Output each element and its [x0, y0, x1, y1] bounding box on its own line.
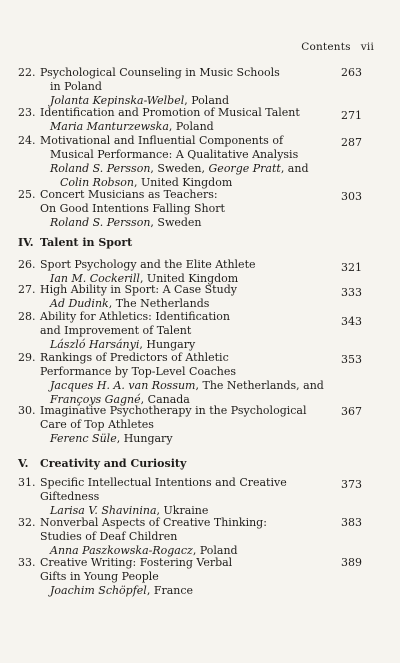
- entry-title-line: Care of Top Athletes: [40, 418, 154, 431]
- entry-number: 32.: [18, 516, 36, 529]
- entry-page-number: 389: [341, 556, 362, 569]
- section-roman: V.: [18, 457, 29, 470]
- entry-author: [40, 297, 318, 311]
- entry-number: 23.: [18, 106, 36, 119]
- entry-title-line: Giftedness: [40, 490, 100, 503]
- author-country: , The Netherlands: [108, 297, 210, 310]
- author-country: , France: [146, 584, 194, 597]
- entry-title-line: Imaginative Psychotherapy in the Psychological: [40, 404, 307, 417]
- running-head-label: Contents: [301, 41, 351, 53]
- author-name: Larisa V. Shavinina: [50, 504, 157, 517]
- entry-title-line: Performance by Top-Level Coaches: [40, 365, 237, 378]
- author-country: , The Netherlands, and: [195, 379, 324, 392]
- author-country: , Ukraine: [156, 504, 209, 517]
- entry-author: [40, 432, 318, 446]
- entry-title-line: Ability for Athletics: Identification: [40, 310, 230, 323]
- entry-number: 33.: [18, 556, 36, 569]
- entry-number: 31.: [18, 476, 36, 489]
- entry-page-number: 367: [341, 405, 362, 418]
- author-country: , United Kingdom: [133, 176, 233, 189]
- entry-page-number: 383: [341, 516, 362, 529]
- entry-number: 30.: [18, 404, 36, 417]
- entry-title-line: Concert Musicians as Teachers:: [40, 188, 218, 201]
- author-country: , Sweden,: [150, 162, 209, 175]
- entry-author: [40, 120, 318, 134]
- author-name: László Harsányi: [50, 338, 140, 351]
- author-name: Ferenc Süle: [50, 432, 117, 445]
- entry-title-line: Creative Writing: Fostering Verbal: [40, 556, 233, 569]
- author-country: , Hungary: [139, 338, 196, 351]
- entry-author: [40, 379, 324, 393]
- entry-title-line: Gifts in Young People: [40, 570, 159, 583]
- entry-page-number: 343: [341, 315, 362, 328]
- entry-page-number: 373: [341, 478, 362, 491]
- author-country: , Poland: [168, 120, 214, 133]
- author-country: , Hungary: [116, 432, 173, 445]
- entry-title-line: Nonverbal Aspects of Creative Thinking:: [40, 516, 267, 529]
- entry-page-number: 321: [341, 261, 362, 274]
- entry-number: 27.: [18, 283, 36, 296]
- entry-author: [40, 162, 318, 176]
- entry-page-number: 263: [341, 66, 362, 79]
- author-country: , and: [280, 162, 309, 175]
- folio: vii: [360, 41, 374, 53]
- entry-page-number: 353: [341, 353, 362, 366]
- entry-title-line: Musical Performance: A Qualitative Analysis: [50, 148, 299, 161]
- running-head: [301, 41, 374, 53]
- entry-title-line: in Poland: [50, 80, 102, 93]
- entry-page-number: 303: [341, 190, 362, 203]
- author-country: , Poland: [184, 94, 230, 107]
- entry-number: 25.: [18, 188, 36, 201]
- entry-number: 24.: [18, 134, 36, 147]
- section-title: Creativity and Curiosity: [40, 457, 187, 470]
- entry-title-line: Identification and Promotion of Musical Talent: [40, 106, 300, 119]
- author-name: Colin Robson: [60, 176, 134, 189]
- entry-page-number: 271: [341, 109, 362, 122]
- entry-title-line: Rankings of Predictors of Athletic: [40, 351, 229, 364]
- author-name: George Pratt: [208, 162, 281, 175]
- author-name: Maria Manturzewska: [50, 120, 169, 133]
- entry-title-line: Specific Intellectual Intentions and Creative: [40, 476, 287, 489]
- author-country: , Sweden: [150, 216, 202, 229]
- entry-number: 22.: [18, 66, 36, 79]
- entry-title-line: Psychological Counseling in Music Schools: [40, 66, 280, 79]
- author-name: Ian M. Cockerill: [50, 272, 140, 285]
- author-country: , United Kingdom: [139, 272, 239, 285]
- author-name: Jolanta Kepinska-Welbel: [50, 94, 185, 107]
- entry-number: 26.: [18, 258, 36, 271]
- author-country: , Canada: [140, 393, 190, 406]
- author-name: Françoys Gagné: [50, 393, 141, 406]
- entry-author: [40, 584, 318, 598]
- entry-title-line: On Good Intentions Falling Short: [40, 202, 225, 215]
- entry-title-line: Sport Psychology and the Elite Athlete: [40, 258, 256, 271]
- author-name: Joachim Schöpfel: [50, 584, 147, 597]
- author-name: Roland S. Persson: [50, 162, 151, 175]
- entry-number: 28.: [18, 310, 36, 323]
- entry-title-line: and Improvement of Talent: [40, 324, 192, 337]
- section-roman: IV.: [18, 236, 34, 249]
- author-country: , Poland: [192, 544, 238, 557]
- section-title: Talent in Sport: [40, 236, 133, 249]
- entry-title-line: Motivational and Influential Components of: [40, 134, 284, 147]
- entry-page-number: 333: [341, 286, 362, 299]
- entry-page-number: 287: [341, 136, 362, 149]
- entry-author: [40, 338, 318, 352]
- entry-title-line: Studies of Deaf Children: [40, 530, 178, 543]
- entry-title-line: High Ability in Sport: A Case Study: [40, 283, 237, 296]
- author-name: Ad Dudink: [50, 297, 109, 310]
- author-name: Roland S. Persson: [50, 216, 151, 229]
- author-name: Anna Paszkowska-Rogacz: [50, 544, 193, 557]
- author-name: Jacques H. A. van Rossum: [50, 379, 196, 392]
- entry-number: 29.: [18, 351, 36, 364]
- entry-author: [40, 216, 318, 230]
